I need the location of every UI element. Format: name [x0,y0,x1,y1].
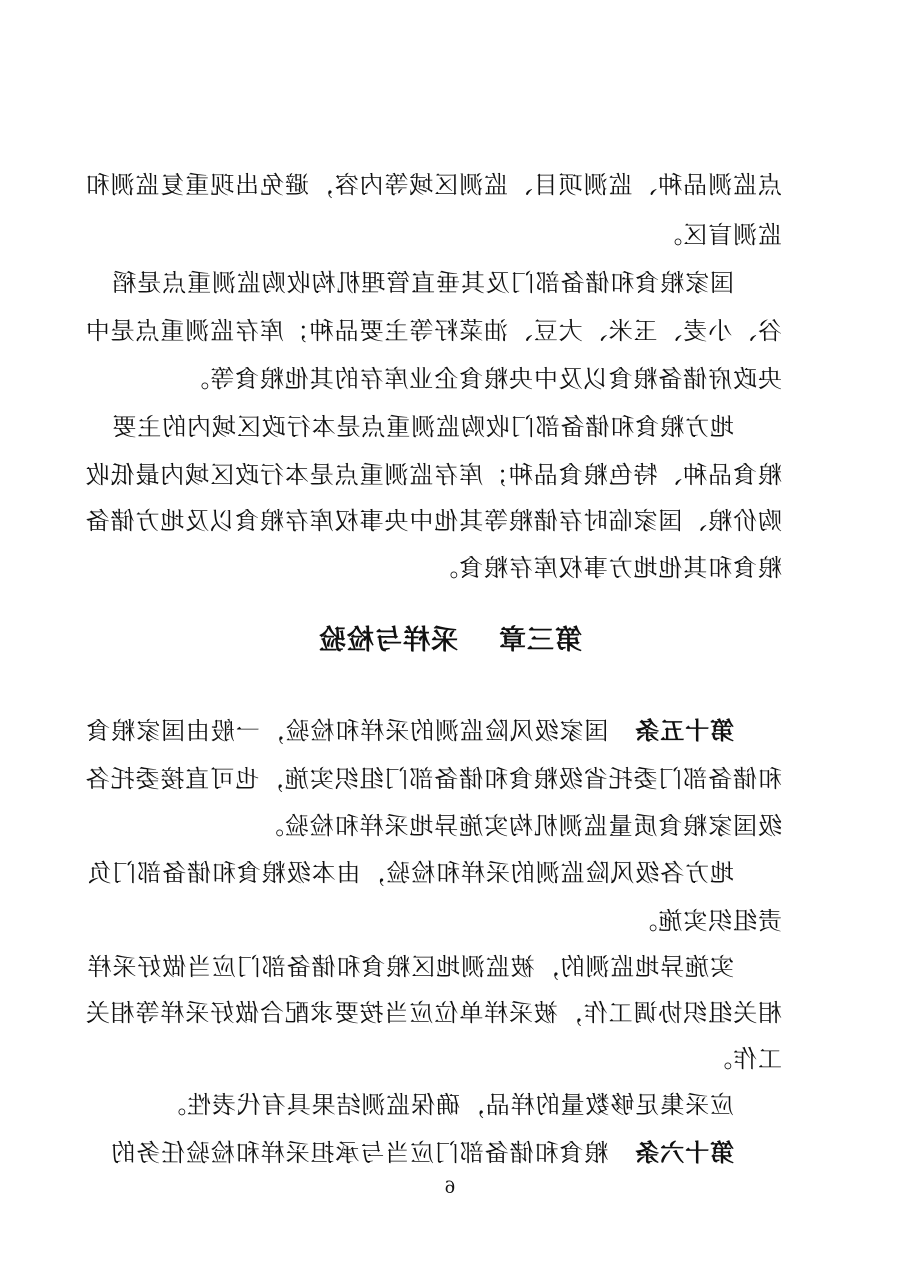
article-15-para-2-line-2: 责组织实施。 [632,907,782,935]
paragraph-2-line-3: 央政府储备粮食以及中央粮食企业库存的其他粮食等。 [184,365,782,393]
article-16-line-1 [110,1138,782,1168]
page-number: 6 [444,1178,456,1198]
article-16-first-line: 粮食和储备部门应当与承担采样和检验任务的 [110,1139,609,1167]
article-15-line-1 [85,716,782,746]
chapter-heading [0,624,900,658]
article-15-label: 第十五条 [634,717,734,745]
article-15-para-2-line-1: 地方各级风险监测的采样和检验，由本级粮食和储备部门负 [86,859,734,887]
article-15-line-3: 级国家粮食质量监测机构实施异地采样和检验。 [259,812,782,840]
chapter-number: 第三章 [498,625,582,656]
paragraph-1-line-1: 点监测品种、监测项目、监测区域等内容，避免出现重复监测和 [84,171,782,199]
article-16-label: 第十六条 [634,1139,734,1167]
article-15-para-4-line-1: 应采集足够数量的样品，确保监测结果具有代表性。 [161,1091,734,1119]
article-15-para-3-line-1: 实施异地监测的，被监测地区粮食和储备部门应当做好采样 [86,953,734,981]
article-15-para-3-line-3: 工作。 [707,1045,782,1073]
paragraph-3-line-3: 购价粮、国家临时存储粮等其他中央事权库存粮食以及地方储备 [84,507,782,535]
paragraph-2-line-1: 国家粮食和储备部门及其垂直管理机构收购监测重点是稻 [111,269,734,297]
article-15-first-line: 国家级风险监测的采样和检验，一般由国家粮食 [85,717,609,745]
paragraph-1-line-2: 监测盲区。 [657,221,782,249]
paragraph-2-line-2: 谷、小麦、玉米、大豆、油菜籽等主要品种；库存监测重点是中 [84,317,782,345]
article-15-para-3-line-2: 相关组织协调工作，被采样单位应当按要求配合做好采样等相关 [84,999,782,1027]
paragraph-3-line-4: 粮食和其他地方事权库存粮食。 [433,554,782,582]
paragraph-3-line-2: 粮食品种、特色粮食品种；库存监测重点是本行政区域内最低收 [84,461,782,489]
paragraph-3-line-1: 地方粮食和储备部门收购监测重点是本行政区域内的主要 [111,413,734,441]
article-15-line-2: 和储备部门委托省级粮食和储备部门组织实施，也可直接委托各 [84,765,782,793]
chapter-title: 采样与检验 [318,625,458,656]
